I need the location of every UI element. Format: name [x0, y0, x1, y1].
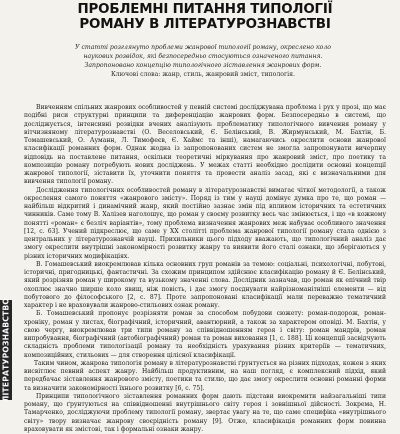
- article-abstract: [72, 44, 334, 80]
- body-paragraph: Вивченням спільних жанрових особливостей у певній системі досліджувана проблема і рух у прозі, що має подібні риси структурні принципи та диференціацію жанрових форм. Безпосередньо в системі, що досліджується, інтенсивні розвідки вчених аналізують проблематику типологічного вивчення роману у вітчизняному літературознавстві (О. Веселовський, Є. Белінський, В. Жирмунський, М. Бахтін, Б. Томашевський, О. Ауманн, Л. Тимофеєв, Є. Хаймс та інші), намагаючись окреслити основи жанрової класифікації романних форм. Однак жодна із запропонованих систем не змогла запропонувати вичерпну відповідь на поставлене питання, оскільки теоретичні міркування про жанровий зміст, про поетику та композицію роману потребують нових досліджень. У межах статті необхідно дослідити основні концепції жанрової типології, зіставити їх, уточнити поняття та провести аналіз засад, які є визначальними для вивчення типології роману.: [24, 104, 386, 186]
- body-paragraph: Б. Томашевський пропонує розрізняти роман за способом побудови сюжету: роман-подорож, роман-хроніку, роман у листах, біографічний, історичний, авантюрний, а також за характером оповіді. М. Бахтін, у свою чергу, виокремлював три типи роману за співвідношенням героя і світу: роман мандрів, роман випробування, біографічний (автобіографічний) роман та роман виховання [1, с. 188]. Ці концепції засвідчують складність проблеми типологізації роману та необхідність урахування різних критеріїв — тематичних, композиційних, стильових — для створення цілісної класифікації.: [24, 310, 386, 359]
- article-title: ПРОБЛЕМНІ ПИТАННЯ ТИПОЛОГІЇ РОМАНУ В ЛІТЕРАТУРОЗНАВСТВІ: [77, 2, 333, 32]
- body-paragraph: Таким чином, жанрова типологія роману в літературознавстві ґрунтується на різних підходах, кожен з яких висвітлює певний аспект жанру. Найбільш продуктивним, на наш погляд, є комплексний підхід, який передбачає зіставлення жанрового змісту, поетики та стилю, що дає змогу окреслити основні романні форми та визначити закономірності їхнього розвитку [6, с. 75].: [24, 359, 386, 392]
- keywords-line: Ключові слова: жанр, стиль, жанровий зміст, типологія.: [111, 70, 295, 78]
- abstract-text: У статті розглянуто проблеми жанрової типології роману, окреслено коло наукових розвідок, які безпосередньо стосуються означеного питання. Запропоновано концепцію типологічного зіставлення жанрових форм.: [75, 44, 331, 69]
- section-tab-label: ЛІТЕРАТУРОЗНАВСТВО: [1, 297, 11, 403]
- body-paragraph: Принципи типологічного зіставлення романних форм дають підстави виокремити найзагальніші типи роману, що ґрунтуються на співвідношенні внутрішнього світу героя і зовнішньої дійсності. Зокрема, Н. Тамарченко, досліджуючи проблему типології роману, звертає увагу на те, що саме специфіка «внутрішнього світу» твору визначає жанрову своєрідність роману [9]. Отже, класифікація романних форм повинна враховувати як змістові, так і формальні ознаки жанру.: [24, 392, 386, 433]
- body-paragraph: В. Гомашевський виокремлював кілька основних груп романів за темою: соціальні, психологічні, побутові, історичні, пригодницькі, фантастичні. За схожим принципом здійснює класифікацію роману й Є. Белінський, який розрізняв роман у широкому та вузькому значенні слова. Дослідник зазначав, що роман як епічний твір охоплює значно ширше коло явищ, ніж повість, і дає змогу поєднувати найрізноманітніші елементи — від побутового до філософського [2, с. 87]. Проте запропоновані класифікації мали переважно тематичний характер і не враховували жанрово-стильових ознак роману.: [24, 260, 386, 309]
- body-paragraph: Дослідження типологічних особливостей роману в літературознавстві вимагає чіткої методології, а також окреслення самого поняття «жанрового змісту». Поряд із тим у науці домінує думка про те, що роман — найбільш відкритий і динамічний жанр, який постійно зазнає змін під впливом історичних та естетичних чинників. Саме тому В. Халізев наголошує, що роман у своєму розвитку весь час змінюється, і що «в кожному понятті «роман» є безліч варіантів», тому проблема визначення жанрових меж набуває особливого значення [12, с. 63]. Учений підкреслює, що саме у XX столітті проблема жанрової типології роману стала однією з центральних у літературознавчій науці. Прихильники цього підходу вважають, що типологічний аналіз дає змогу окреслити внутрішні закономірності розвитку жанру та виявити його сталі ознаки, що зберігаються у різних історичних модифікаціях.: [24, 186, 386, 260]
- article-body: [24, 104, 386, 434]
- section-side-tab: [0, 297, 12, 403]
